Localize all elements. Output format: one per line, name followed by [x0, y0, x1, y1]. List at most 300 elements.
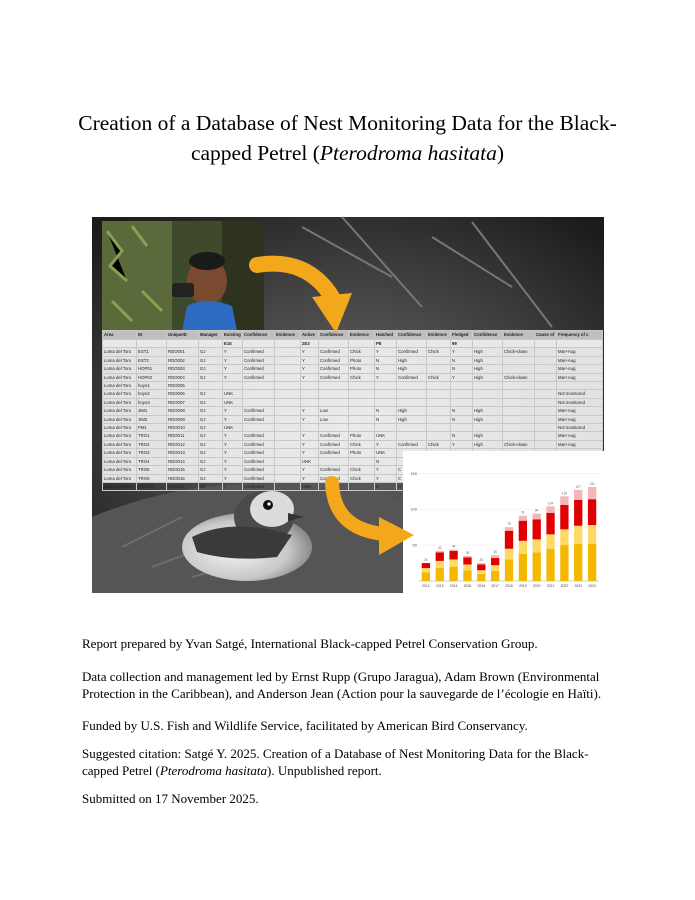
- chart-bar-segment: [491, 558, 499, 565]
- spreadsheet-cell: Loma del Toro: [103, 407, 137, 415]
- spreadsheet-cell: [397, 382, 427, 390]
- spreadsheet-cell: [473, 382, 503, 390]
- spreadsheet-cell: High: [473, 365, 503, 373]
- arrow-to-chart: [324, 479, 419, 564]
- chart-bar-segment: [491, 571, 499, 581]
- spreadsheet-cell: [535, 415, 557, 423]
- chart-x-tick-label: 2013: [435, 584, 444, 588]
- spreadsheet-cell: [427, 356, 451, 364]
- spreadsheet-header-cell: Confidence: [473, 331, 503, 340]
- spreadsheet-subheader-cell: [275, 340, 301, 348]
- spreadsheet-subheader-cell: [503, 340, 535, 348]
- spreadsheet-cell: Chick+down: [503, 440, 535, 448]
- spreadsheet-subheader-cell: 2E3: [301, 340, 319, 348]
- citation-text: [82, 745, 622, 779]
- data-collection-text: Data collection and management led by Ernst Rupp (Grupo Jaragua), Adam Brown (Environmental Protection in the Caribbean), and Anderson Jean (Action pour la sauvegarde de l’écologie en Haïti).: [82, 669, 602, 701]
- spreadsheet-cell: RDO010: [167, 424, 199, 432]
- spreadsheet-header-cell: Fledged: [451, 331, 473, 340]
- spreadsheet-cell: C: [397, 474, 427, 482]
- spreadsheet-cell: Mar+Aug: [557, 373, 603, 381]
- chart-bar-segment: [574, 526, 582, 544]
- spreadsheet-cell: Chick: [349, 373, 375, 381]
- spreadsheet-header-cell: Cause of: [535, 331, 557, 340]
- spreadsheet-cell: N: [375, 415, 397, 423]
- spreadsheet-cell: Not monitored: [557, 398, 603, 406]
- chart-bar-segment: [463, 557, 471, 564]
- spreadsheet-cell: RDO008: [167, 407, 199, 415]
- spreadsheet-cell: [319, 424, 349, 432]
- spreadsheet-cell: GJ: [199, 398, 223, 406]
- spreadsheet-cell: hoyo2: [137, 390, 167, 398]
- spreadsheet-cell: High: [473, 373, 503, 381]
- chart-bar-segment: [560, 545, 568, 581]
- spreadsheet-cell: [275, 398, 301, 406]
- spreadsheet-cell: Confirmed: [319, 365, 349, 373]
- spreadsheet-cell: [557, 382, 603, 390]
- spreadsheet-header-cell: Evidence: [275, 331, 301, 340]
- spreadsheet-row: [103, 424, 603, 432]
- spreadsheet-cell: [275, 382, 301, 390]
- spreadsheet-cell: Y: [223, 474, 243, 482]
- spreadsheet-cell: TRO7/8: [137, 482, 167, 490]
- spreadsheet-row: [103, 407, 603, 415]
- spreadsheet-cell: Mar+Aug: [557, 440, 603, 448]
- spreadsheet-cell: [535, 373, 557, 381]
- spreadsheet-cell: [275, 474, 301, 482]
- citation-species-name: Pterodroma hasitata: [159, 763, 267, 778]
- spreadsheet-cell: Mar+Aug: [557, 365, 603, 373]
- spreadsheet-cell: Confirmed: [397, 348, 427, 356]
- spreadsheet-cell: Y: [301, 373, 319, 381]
- chart-total-label: 118: [561, 491, 567, 496]
- chart-y-tick-label: 50: [412, 542, 417, 548]
- spreadsheet-cell: Confirmed: [319, 432, 349, 440]
- spreadsheet-cell: Y: [301, 466, 319, 474]
- spreadsheet-cell: RDO001: [167, 348, 199, 356]
- spreadsheet-cell: Y: [375, 466, 397, 474]
- spreadsheet-cell: Y: [375, 440, 397, 448]
- spreadsheet-cell: hoyo3: [137, 398, 167, 406]
- spreadsheet-header-cell: Evidence: [503, 331, 535, 340]
- chart-total-label: 25: [479, 558, 484, 563]
- chart-bar-segment: [449, 567, 457, 581]
- spreadsheet-cell: HOP01: [137, 365, 167, 373]
- spreadsheet-cell: GJ: [199, 373, 223, 381]
- spreadsheet-cell: [535, 432, 557, 440]
- spreadsheet-cell: Confirmed: [319, 466, 349, 474]
- spreadsheet-cell: [223, 382, 243, 390]
- spreadsheet-cell: [275, 365, 301, 373]
- spreadsheet-cell: Loma del Toro: [103, 449, 137, 457]
- spreadsheet-cell: Chick: [427, 348, 451, 356]
- spreadsheet-cell: Chick: [349, 466, 375, 474]
- spreadsheet-subheader-cell: [397, 340, 427, 348]
- spreadsheet-cell: RDO016: [167, 474, 199, 482]
- spreadsheet-cell: Y: [223, 365, 243, 373]
- spreadsheet-cell: [535, 356, 557, 364]
- chart-bar-segment: [574, 490, 582, 500]
- spreadsheet-cell: [275, 390, 301, 398]
- spreadsheet-cell: Y: [223, 415, 243, 423]
- spreadsheet-header-cell: Area: [103, 331, 137, 340]
- spreadsheet-cell: Confirmed: [319, 474, 349, 482]
- spreadsheet-cell: N: [451, 407, 473, 415]
- chart-bar-segment: [588, 499, 596, 525]
- spreadsheet-cell: TRO5: [137, 466, 167, 474]
- spreadsheet-cell: N: [451, 432, 473, 440]
- spreadsheet-cell: GJ: [199, 390, 223, 398]
- spreadsheet-cell: Y: [223, 356, 243, 364]
- spreadsheet-header-cell: Confidence: [397, 331, 427, 340]
- chart-bar-segment: [588, 525, 596, 544]
- spreadsheet-cell: Chick: [427, 373, 451, 381]
- spreadsheet-cell: Mar+Aug: [557, 356, 603, 364]
- spreadsheet-cell: [275, 482, 301, 490]
- spreadsheet-cell: [503, 390, 535, 398]
- spreadsheet-cell: UNK: [223, 390, 243, 398]
- spreadsheet-cell: [349, 382, 375, 390]
- chart-bar-segment: [463, 564, 471, 570]
- chart-bar-segment: [505, 549, 513, 560]
- spreadsheet-cell: [275, 440, 301, 448]
- spreadsheet-cell: High: [473, 440, 503, 448]
- spreadsheet-cell: GJ: [199, 424, 223, 432]
- spreadsheet-row: [103, 440, 603, 448]
- spreadsheet-cell: Y: [451, 348, 473, 356]
- spreadsheet-cell: [427, 415, 451, 423]
- spreadsheet-cell: Y: [301, 356, 319, 364]
- spreadsheet-cell: [503, 407, 535, 415]
- spreadsheet-cell: Photo: [349, 449, 375, 457]
- chart-total-label: 75: [507, 522, 511, 527]
- spreadsheet-cell: [349, 424, 375, 432]
- spreadsheet-cell: [319, 457, 349, 465]
- spreadsheet-cell: RDO011: [167, 432, 199, 440]
- chart-total-label: 42: [437, 545, 442, 550]
- spreadsheet-cell: [503, 415, 535, 423]
- spreadsheet-cell: [275, 348, 301, 356]
- spreadsheet-cell: Low: [319, 407, 349, 415]
- spreadsheet-header-cell: Confidence: [243, 331, 275, 340]
- spreadsheet-cell: RDO013: [167, 449, 199, 457]
- spreadsheet-subheader-cell: [557, 340, 603, 348]
- spreadsheet-cell: GJ: [199, 466, 223, 474]
- spreadsheet-cell: HOP02: [137, 373, 167, 381]
- spreadsheet-cell: High: [473, 407, 503, 415]
- spreadsheet-cell: UNK: [223, 424, 243, 432]
- spreadsheet-cell: RDO005: [167, 382, 199, 390]
- spreadsheet-cell: [275, 373, 301, 381]
- spreadsheet-cell: Y: [223, 449, 243, 457]
- spreadsheet-cell: Confirmed: [319, 356, 349, 364]
- chart-x-tick-label: 2017: [491, 584, 499, 588]
- chart-bar-segment: [533, 519, 541, 539]
- spreadsheet-cell: GJ: [199, 415, 223, 423]
- nest-count-chart: [403, 451, 604, 593]
- chart-x-tick-label: 2015: [463, 584, 472, 588]
- chart-bar-segment: [519, 521, 527, 541]
- spreadsheet-header-cell: Manager: [199, 331, 223, 340]
- funding-text: Funded by U.S. Fish and Wildlife Service, facilitated by American Bird Conservancy.: [82, 718, 528, 733]
- spreadsheet-cell: Photo: [349, 356, 375, 364]
- spreadsheet-cell: [397, 390, 427, 398]
- chart-bar-segment: [436, 561, 444, 568]
- spreadsheet-cell: [535, 382, 557, 390]
- chart-x-tick-label: 2024: [588, 584, 596, 588]
- spreadsheet-cell: [275, 407, 301, 415]
- spreadsheet-subheader-cell: [167, 340, 199, 348]
- spreadsheet-cell: RDO009: [167, 415, 199, 423]
- spreadsheet-subheader-cell: [103, 340, 137, 348]
- spreadsheet-header-cell: UniqueID: [167, 331, 199, 340]
- spreadsheet-cell: Y: [375, 373, 397, 381]
- spreadsheet-cell: Y: [223, 373, 243, 381]
- spreadsheet-cell: [473, 398, 503, 406]
- spreadsheet-cell: [349, 457, 375, 465]
- chart-bar-segment: [505, 559, 513, 581]
- citation-text-start: Suggested citation: Satgé Y. 2025. Creation of a Database of Nest Monitoring Data for the Black-capped Petrel (: [82, 746, 589, 778]
- spreadsheet-cell: [503, 382, 535, 390]
- species-name: Pterodroma hasitata: [319, 141, 497, 165]
- spreadsheet-cell: GJ: [199, 407, 223, 415]
- spreadsheet-cell: High: [473, 348, 503, 356]
- spreadsheet-cell: [535, 390, 557, 398]
- spreadsheet-cell: Confirmed: [397, 373, 427, 381]
- spreadsheet-cell: Loma del Toro: [103, 440, 137, 448]
- spreadsheet-cell: Mar+Aug: [557, 432, 603, 440]
- spreadsheet-header-cell: Hatched: [375, 331, 397, 340]
- submission-date-text: Submitted on 17 November 2025.: [82, 791, 259, 806]
- spreadsheet-cell: N: [451, 356, 473, 364]
- spreadsheet-cell: Chick+down: [503, 348, 535, 356]
- chart-bar-segment: [588, 544, 596, 581]
- spreadsheet-cell: [319, 382, 349, 390]
- spreadsheet-cell: [503, 356, 535, 364]
- chart-bar-segment: [505, 531, 513, 549]
- spreadsheet-cell: [427, 407, 451, 415]
- chart-total-label: 104: [547, 501, 554, 506]
- chart-bar-segment: [491, 565, 499, 571]
- chart-bar-segment: [519, 554, 527, 581]
- chart-bar-segment: [546, 506, 554, 512]
- chart-x-tick-label: 2020: [532, 584, 541, 588]
- report-title: [60, 108, 635, 168]
- chart-bar-segment: [477, 564, 485, 570]
- chart-total-label: 35: [465, 550, 470, 555]
- spreadsheet-cell: UNK: [375, 432, 397, 440]
- chart-bar-segment: [491, 555, 499, 558]
- spreadsheet-cell: [349, 390, 375, 398]
- spreadsheet-cell: RDO012: [167, 440, 199, 448]
- spreadsheet-subheader-cell: [473, 340, 503, 348]
- spreadsheet-cell: GJ: [199, 440, 223, 448]
- spreadsheet-cell: [451, 424, 473, 432]
- spreadsheet-cell: [275, 432, 301, 440]
- spreadsheet-cell: [349, 407, 375, 415]
- spreadsheet-cell: Chick+down: [503, 373, 535, 381]
- chart-x-tick-label: 2012: [422, 584, 430, 588]
- spreadsheet-cell: [427, 365, 451, 373]
- spreadsheet-cell: Y: [301, 407, 319, 415]
- chart-bar-segment: [560, 496, 568, 505]
- spreadsheet-cell: N: [375, 457, 397, 465]
- spreadsheet-cell: GJ: [199, 432, 223, 440]
- chart-y-tick-label: 100: [410, 506, 417, 512]
- spreadsheet-cell: [301, 390, 319, 398]
- spreadsheet-cell: Confirmed: [243, 356, 275, 364]
- spreadsheet-cell: [301, 382, 319, 390]
- title-line-1: Creation of a Database of Nest Monitoring Data for the Black-: [78, 111, 617, 135]
- spreadsheet-cell: [535, 348, 557, 356]
- spreadsheet-cell: Y: [223, 348, 243, 356]
- spreadsheet-cell: Y: [223, 440, 243, 448]
- spreadsheet-cell: [275, 424, 301, 432]
- spreadsheet-cell: Loma del Toro: [103, 373, 137, 381]
- spreadsheet-cell: [427, 424, 451, 432]
- spreadsheet-cell: Loma del Toro: [103, 415, 137, 423]
- spreadsheet-subheader-cell: [319, 340, 349, 348]
- spreadsheet-cell: Confirmed: [319, 373, 349, 381]
- spreadsheet-cell: [451, 390, 473, 398]
- spreadsheet-cell: Y: [301, 432, 319, 440]
- spreadsheet-cell: GJ: [199, 449, 223, 457]
- spreadsheet-cell: RDO014: [167, 457, 199, 465]
- spreadsheet-cell: Y: [223, 466, 243, 474]
- spreadsheet-cell: C: [397, 466, 427, 474]
- spreadsheet-cell: [397, 398, 427, 406]
- chart-bar-segment: [436, 551, 444, 552]
- spreadsheet-cell: [535, 398, 557, 406]
- spreadsheet-cell: Y: [223, 457, 243, 465]
- chart-x-tick-label: 2018: [505, 584, 513, 588]
- spreadsheet-cell: N: [375, 407, 397, 415]
- spreadsheet-cell: [535, 424, 557, 432]
- citation-text-end: ). Unpublished report.: [266, 763, 382, 778]
- spreadsheet-cell: [503, 424, 535, 432]
- spreadsheet-cell: Loma del Toro: [103, 398, 137, 406]
- spreadsheet-cell: Chick: [427, 440, 451, 448]
- spreadsheet-cell: Loma del Toro: [103, 382, 137, 390]
- spreadsheet-cell: [427, 390, 451, 398]
- spreadsheet-cell: Loma del Toro: [103, 390, 137, 398]
- spreadsheet-cell: [427, 398, 451, 406]
- spreadsheet-cell: Confirmed: [243, 466, 275, 474]
- chart-bar-segment: [546, 513, 554, 535]
- chart-total-label: 131: [589, 481, 595, 486]
- spreadsheet-cell: High: [473, 415, 503, 423]
- spreadsheet-row: [103, 398, 603, 406]
- spreadsheet-cell: Confirmed: [319, 449, 349, 457]
- chart-bar-segment: [449, 549, 457, 550]
- spreadsheet-cell: [503, 432, 535, 440]
- chart-bar-segment: [519, 541, 527, 554]
- spreadsheet-cell: Y: [301, 365, 319, 373]
- spreadsheet-cell: RDO004: [167, 373, 199, 381]
- spreadsheet-cell: Confirmed: [243, 432, 275, 440]
- spreadsheet-cell: Photo: [349, 432, 375, 440]
- spreadsheet-cell: [243, 424, 275, 432]
- spreadsheet-cell: [301, 424, 319, 432]
- spreadsheet-subheader-row: [103, 340, 603, 348]
- spreadsheet-cell: High: [397, 407, 427, 415]
- spreadsheet-cell: [275, 449, 301, 457]
- spreadsheet-cell: Y: [301, 415, 319, 423]
- spreadsheet-cell: Confirmed: [243, 449, 275, 457]
- spreadsheet-cell: [535, 440, 557, 448]
- spreadsheet-cell: [375, 398, 397, 406]
- spreadsheet-cell: [535, 407, 557, 415]
- spreadsheet-cell: EST2: [137, 356, 167, 364]
- chart-bar-segment: [477, 574, 485, 581]
- chart-total-label: 36: [493, 550, 497, 555]
- spreadsheet-cell: Y: [223, 432, 243, 440]
- spreadsheet-subheader-cell: 99: [451, 340, 473, 348]
- spreadsheet-cell: [451, 398, 473, 406]
- spreadsheet-subheader-cell: P8: [375, 340, 397, 348]
- spreadsheet-cell: Loma del Toro: [103, 356, 137, 364]
- chart-y-tick-label: 150: [410, 470, 417, 476]
- spreadsheet-cell: GJ: [199, 348, 223, 356]
- spreadsheet-cell: Confirmed: [243, 482, 275, 490]
- chart-bar-segment: [436, 552, 444, 561]
- spreadsheet-cell: [275, 466, 301, 474]
- spreadsheet-row: [103, 390, 603, 398]
- spreadsheet-cell: Loma del Toro: [103, 424, 137, 432]
- chart-bar-segment: [477, 570, 485, 574]
- spreadsheet-cell: [473, 390, 503, 398]
- spreadsheet-subheader-cell: E15: [223, 340, 243, 348]
- spreadsheet-cell: [275, 457, 301, 465]
- spreadsheet-cell: Mar+Aug: [557, 348, 603, 356]
- spreadsheet-cell: Y: [375, 474, 397, 482]
- spreadsheet-cell: Loma del Toro: [103, 432, 137, 440]
- spreadsheet-cell: RDO002: [167, 356, 199, 364]
- spreadsheet-cell: [275, 415, 301, 423]
- spreadsheet-cell: GJ: [199, 356, 223, 364]
- spreadsheet-cell: Confirmed: [397, 440, 427, 448]
- spreadsheet-cell: [243, 398, 275, 406]
- spreadsheet-cell: Not monitored: [557, 424, 603, 432]
- spreadsheet-row: [103, 365, 603, 373]
- spreadsheet-cell: [397, 424, 427, 432]
- spreadsheet-cell: [451, 382, 473, 390]
- spreadsheet-cell: GJ: [199, 482, 223, 490]
- chart-bar-segment: [449, 559, 457, 566]
- spreadsheet-cell: Confirmed: [243, 365, 275, 373]
- spreadsheet-cell: Loma del Toro: [103, 348, 137, 356]
- spreadsheet-cell: UNK: [301, 457, 319, 465]
- spreadsheet-cell: [301, 398, 319, 406]
- spreadsheet-row: [103, 356, 603, 364]
- spreadsheet-cell: Y: [301, 440, 319, 448]
- field-worker-photo: [102, 221, 264, 331]
- spreadsheet-cell: N: [451, 415, 473, 423]
- spreadsheet-cell: N: [375, 356, 397, 364]
- chart-bar-segment: [574, 500, 582, 526]
- spreadsheet-cell: UNK: [223, 398, 243, 406]
- spreadsheet-cell: High: [397, 365, 427, 373]
- spreadsheet-cell: TRO1: [137, 432, 167, 440]
- spreadsheet-cell: Chick: [349, 440, 375, 448]
- spreadsheet-header-cell: Active: [301, 331, 319, 340]
- spreadsheet-cell: Confirmed: [243, 415, 275, 423]
- spreadsheet-cell: Loma del Toro: [103, 365, 137, 373]
- spreadsheet-cell: C: [397, 482, 427, 490]
- spreadsheet-cell: [427, 432, 451, 440]
- spreadsheet-cell: [243, 382, 275, 390]
- spreadsheet-cell: TRO3: [137, 449, 167, 457]
- spreadsheet-cell: [349, 398, 375, 406]
